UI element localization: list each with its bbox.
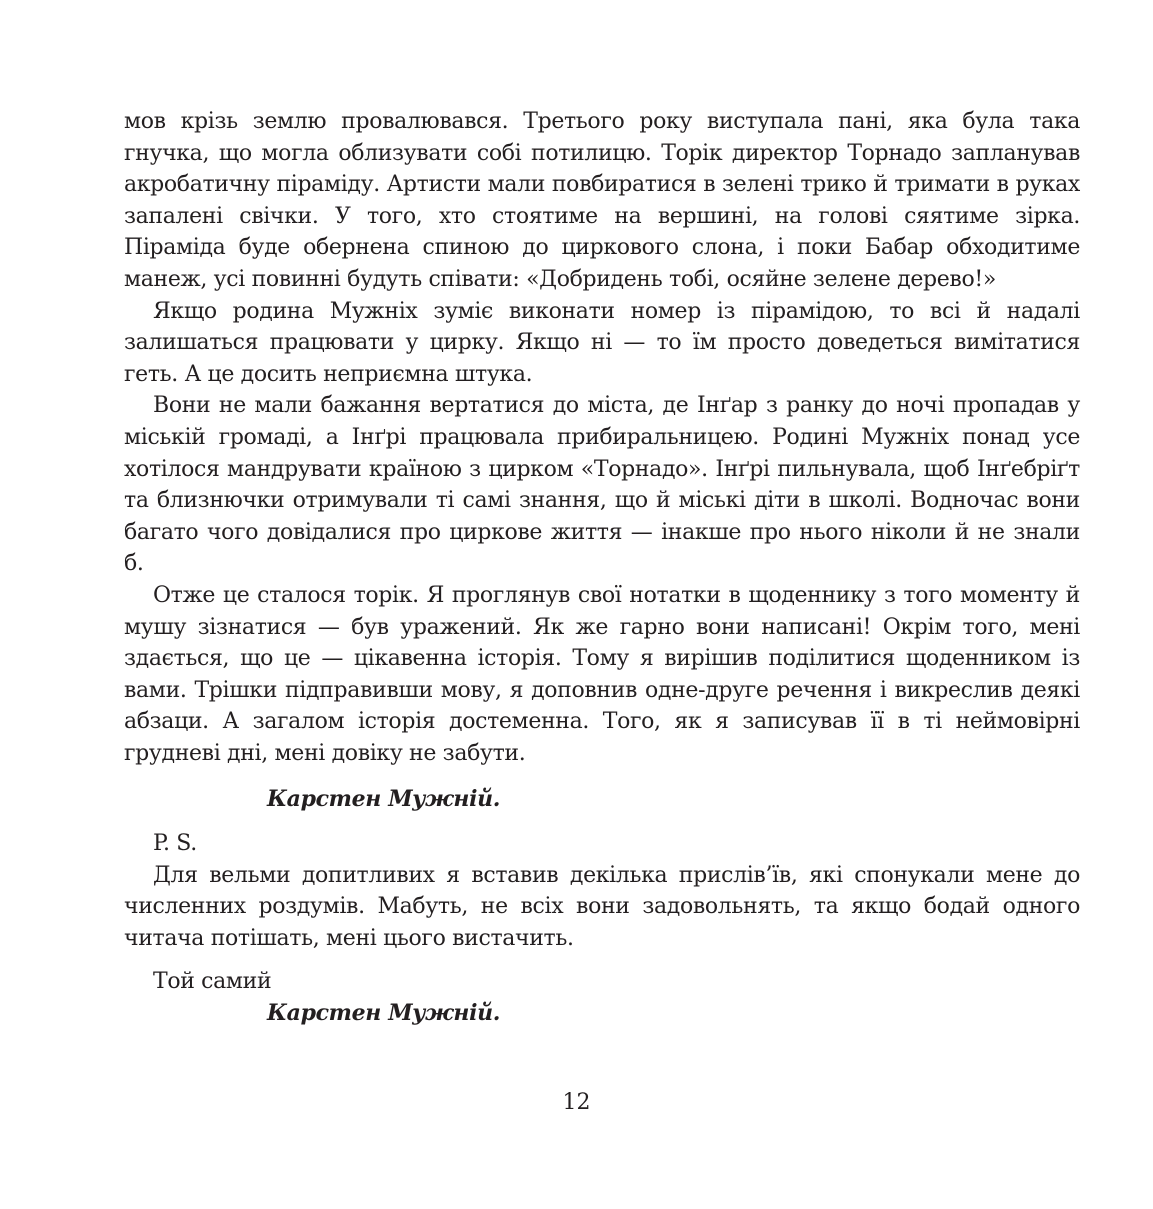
paragraph-continuation: мов крізь землю провалювався. Третього року виступала пані, яка була така гнучка, що могла облизувати собі потилицю. Торік директор Торнадо запланував акробатичну піраміду. Артисти мали повбиратися в зелені трико й тримати в руках запалені свічки. У того, хто стоятиме на вершині, на голові сяятиме зірка. Піраміда буде обернена спиною до циркового слона, і поки Бабар обходитиме манеж, усі повинні будуть співати: «Добридень тобі, осяйне зелене дерево!»: [124, 109, 1080, 292]
paragraph-diary: Отже це сталося торік. Я проглянув свої нотатки в щоденнику з того моменту й мушу зізнатися — був уражений. Як же гарно вони написані! Окрім того, мені здається, що це — цікавенна історія. Тому я вирішив поділитися щоденником із вами. Трішки підправивши мову, я доповнив одне-друге речення і викреслив деякі абзаци. А загалом історія достеменна. Того, як я записував її в ті неймовірні грудневі дні, мені довіку не забути.: [124, 582, 1080, 766]
page-number: 12: [562, 1090, 591, 1115]
postscript-text: Для вельми допитливих я вставив декілька прислів’їв, які спонукали мене до численних роздумів. Мабуть, не всіх вони задовольнять, та якщо бодай одного читача потішать, мені цього вистачить.: [124, 862, 1080, 951]
signature-author-2: Карстен Мужній.: [267, 1000, 501, 1027]
paragraph-city: Вони не мали бажання вертатися до міста, де Інґар з ранку до ночі пропадав у міській громаді, а Інґрі працювала прибиральницею. Родині Мужніх понад усе хотілося мандрувати країною з цирком «Торнадо». Інґрі пильнувала, щоб Інґебріґт та близнючки отримували ті самі знання, що й міські діти в школі. Водночас вони багато чого довідалися про циркове життя — інакше про нього ніколи й не знали б.: [124, 393, 1080, 577]
postscript-label: P. S.: [153, 831, 197, 857]
closing-line: Той самий: [153, 969, 272, 995]
paragraph-pyramid: Якщо родина Мужніх зуміє виконати номер із пірамідою, то всі й надалі залишаться працювати у цирку. Якщо ні — то їм просто доведеться вимітатися геть. А це досить неприємна штука.: [124, 298, 1080, 387]
page-body: [124, 106, 1080, 1030]
signature-author: Карстен Мужній.: [267, 786, 501, 813]
